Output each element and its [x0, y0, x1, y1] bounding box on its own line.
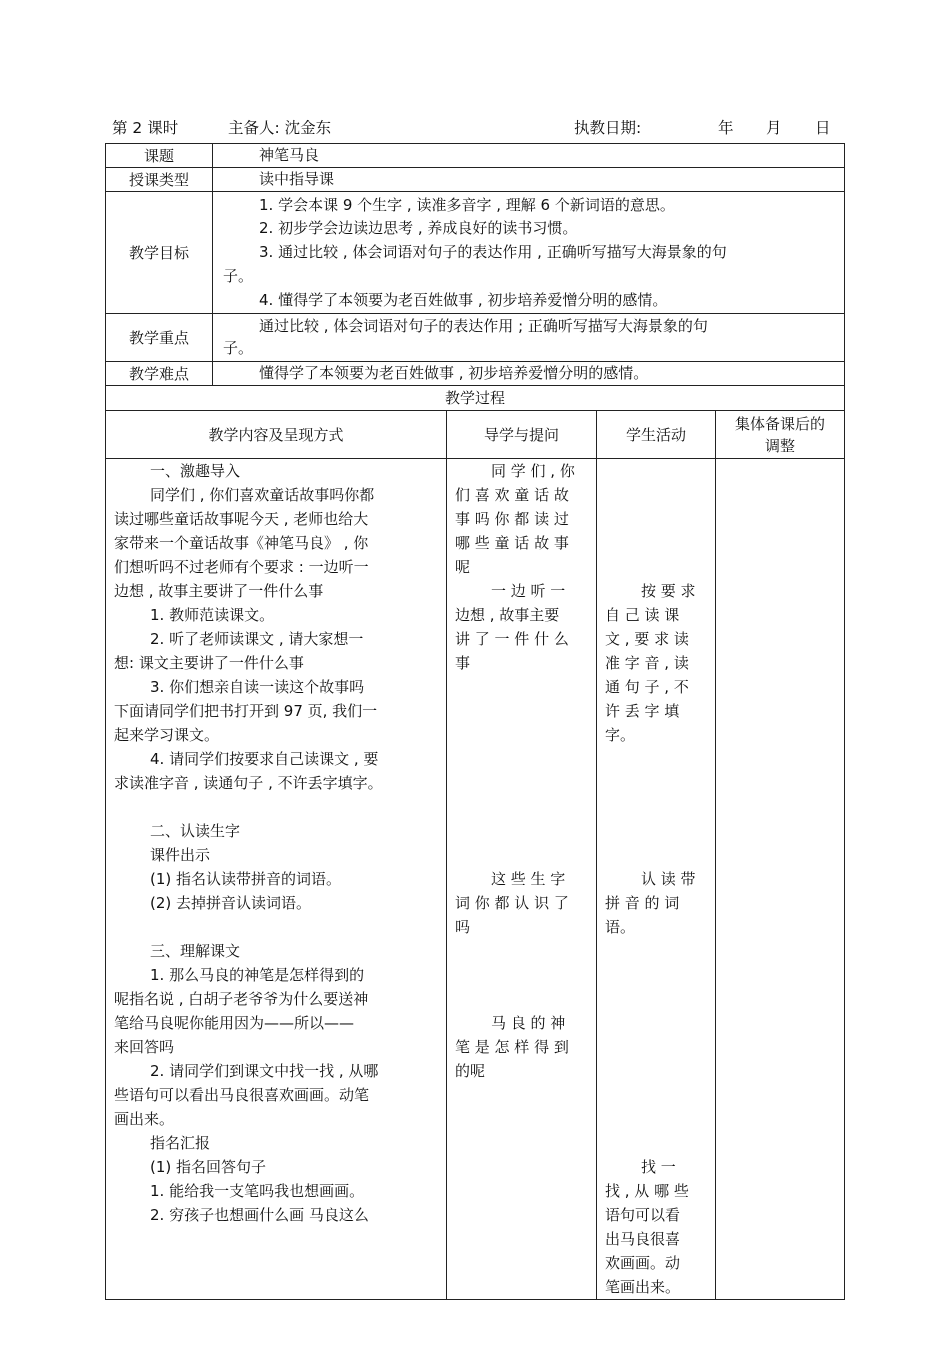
guide-line: 事	[455, 654, 471, 672]
guide-line: 哪 些 童 话 故 事	[455, 534, 569, 552]
activity-line	[605, 843, 707, 867]
content-line	[114, 795, 440, 819]
content-line: 画出来。	[114, 1110, 175, 1128]
activity-line: 按 要 求	[641, 582, 696, 600]
process-header-row	[106, 411, 845, 459]
activity-line: 语句可以看	[605, 1206, 681, 1224]
guide-line	[455, 675, 588, 699]
type-row	[106, 168, 845, 192]
activity-line	[605, 555, 707, 579]
content-line: (1) 指名回答句子	[150, 1158, 267, 1176]
content-line: 三、理解课文	[150, 942, 241, 960]
content-line: 边想 , 故事主要讲了一件什么事	[114, 582, 324, 600]
activity-line: 语。	[605, 918, 636, 936]
activity-line	[605, 747, 707, 771]
content-line: 2. 请同学们到课文中找一找 , 从哪	[150, 1062, 379, 1080]
activity-line	[605, 1107, 707, 1131]
content-line: 下面请同学们把书打开到 97 页, 我们一	[114, 702, 378, 720]
guide-line: 讲 了 一 件 什 么	[455, 630, 569, 648]
preparer: 主备人: 沈金东	[228, 119, 332, 137]
topic-label: 课题	[106, 144, 213, 168]
header-activity: 学生活动	[597, 411, 716, 459]
activity-line	[605, 819, 707, 843]
content-line	[114, 915, 440, 939]
difficulty-value	[213, 362, 845, 386]
guide-line	[455, 843, 588, 867]
activity-line	[605, 1059, 707, 1083]
key-line-2: 子。	[223, 339, 254, 357]
goal-2: 2. 初步学会边读边思考 , 养成良好的读书习惯。	[259, 219, 578, 237]
goal-3: 3. 通过比较 , 体会词语对句子的表达作用 , 正确听写描写大海景象的句	[259, 243, 727, 261]
header-content: 教学内容及呈现方式	[106, 411, 447, 459]
content-line: 同学们 , 你们喜欢童话故事吗你都	[150, 486, 375, 504]
content-line: 来回答吗	[114, 1038, 175, 1056]
content-line: 1. 教师范读课文。	[150, 606, 275, 624]
content-line: 些语句可以看出马良很喜欢画画。动笔	[114, 1086, 370, 1104]
activity-line: 自 己 读 课	[605, 606, 680, 624]
topic-row	[106, 144, 845, 168]
type-label: 授课类型	[106, 168, 213, 192]
content-line: 课件出示	[150, 846, 211, 864]
guide-line	[455, 747, 588, 771]
activity-line	[605, 987, 707, 1011]
guide-line	[455, 963, 588, 987]
content-column	[106, 459, 447, 1300]
activity-line	[605, 483, 707, 507]
content-line: 家带来一个童话故事《神笔马良》 , 你	[114, 534, 369, 552]
content-line: 4. 请同学们按要求自己读课文 , 要	[150, 750, 379, 768]
activity-line: 认 读 带	[641, 870, 696, 888]
header-adjust-text: 集体备课后的调整	[735, 414, 826, 455]
content-line: (1) 指名认读带拼音的词语。	[150, 870, 342, 888]
content-line: 们想听吗不过老师有个要求 : 一边听一	[114, 558, 369, 576]
year-label: 年	[718, 119, 734, 137]
guide-line	[455, 771, 588, 795]
activity-line: 通 句 子 , 不	[605, 678, 689, 696]
difficulty-row	[106, 362, 845, 386]
activity-line: 准 字 音 , 读	[605, 654, 689, 672]
key-row	[106, 314, 845, 362]
key-line-1: 通过比较 , 体会词语对句子的表达作用 ; 正确听写描写大海景象的句	[259, 317, 708, 335]
content-line: 二、认读生字	[150, 822, 241, 840]
activity-line	[605, 963, 707, 987]
month-label: 月	[766, 119, 782, 137]
process-body-row	[106, 459, 845, 1300]
activity-line	[605, 1083, 707, 1107]
activity-line	[605, 459, 707, 483]
day-label: 日	[815, 119, 831, 137]
content-line: (2) 去掉拼音认读词语。	[150, 894, 312, 912]
activity-line	[605, 795, 707, 819]
goals-row	[106, 192, 845, 314]
activity-line	[605, 1035, 707, 1059]
content-line: 呢指名说 , 白胡子老爷爷为什么要送神	[114, 990, 369, 1008]
guide-line: 马 良 的 神	[491, 1014, 566, 1032]
guide-line	[455, 723, 588, 747]
difficulty-text: 懂得学了本领要为老百姓做事 , 初步培养爱憎分明的感情。	[259, 364, 649, 382]
activity-column	[597, 459, 716, 1300]
activity-line	[605, 1011, 707, 1035]
guide-lines	[455, 459, 588, 1083]
goals-content	[213, 192, 845, 314]
goal-4: 4. 懂得学了本领要为老百姓做事 , 初步培养爱憎分明的感情。	[259, 291, 668, 309]
guide-column	[447, 459, 597, 1300]
guide-line: 这 些 生 字	[491, 870, 566, 888]
guide-line: 同 学 们 , 你	[491, 462, 575, 480]
goals-label: 教学目标	[106, 192, 213, 314]
key-label: 教学重点	[106, 314, 213, 362]
header-guide: 导学与提问	[447, 411, 597, 459]
content-line: 1. 能给我一支笔吗我也想画画。	[150, 1182, 365, 1200]
activity-line: 找 , 从 哪 些	[605, 1182, 689, 1200]
activity-line	[605, 771, 707, 795]
adjust-column	[716, 459, 845, 1300]
header-adjust	[716, 411, 845, 459]
activity-line: 找 一	[641, 1158, 676, 1176]
activity-line: 出马良很喜	[605, 1230, 681, 1248]
content-line: 想: 课文主要讲了一件什么事	[114, 654, 304, 672]
lesson-plan-table	[105, 143, 845, 1300]
process-title-row	[106, 386, 845, 411]
activity-line: 文 , 要 求 读	[605, 630, 689, 648]
page-header	[112, 116, 832, 140]
activity-line	[605, 507, 707, 531]
activity-lines	[605, 459, 707, 1299]
activity-line: 欢画画。动	[605, 1254, 681, 1272]
content-line: 指名汇报	[150, 1134, 211, 1152]
guide-line	[455, 939, 588, 963]
content-line: 笔给马良呢你能用因为——所以——	[114, 1014, 355, 1032]
content-line: 2. 穷孩子也想画什么画 马良这么	[150, 1206, 369, 1224]
guide-line: 的呢	[455, 1062, 486, 1080]
difficulty-label: 教学难点	[106, 362, 213, 386]
key-content	[213, 314, 845, 362]
activity-line: 拼 音 的 词	[605, 894, 680, 912]
guide-line: 边想 , 故事主要	[455, 606, 560, 624]
goal-1: 1. 学会本课 9 个生字 , 读准多音字 , 理解 6 个新词语的意思。	[259, 196, 675, 214]
date-label: 执教日期:	[574, 119, 642, 137]
content-line: 1. 那么马良的神笔是怎样得到的	[150, 966, 365, 984]
lesson-number: 第 2 课时	[112, 119, 179, 137]
guide-line	[455, 795, 588, 819]
content-lines	[114, 459, 440, 1227]
guide-line	[455, 819, 588, 843]
goal-3-cont: 子。	[223, 267, 254, 285]
guide-line: 们 喜 欢 童 话 故	[455, 486, 569, 504]
content-line: 求读准字音 , 读通句子 , 不许丢字填字。	[114, 774, 383, 792]
guide-line: 笔 是 怎 样 得 到	[455, 1038, 569, 1056]
activity-line	[605, 531, 707, 555]
type-value: 读中指导课	[213, 168, 845, 192]
activity-line	[605, 939, 707, 963]
content-line: 2. 听了老师读课文 , 请大家想一	[150, 630, 364, 648]
guide-line: 事 吗 你 都 读 过	[455, 510, 569, 528]
content-line: 读过哪些童话故事呢今天 , 老师也给大	[114, 510, 369, 528]
guide-line: 呢	[455, 558, 471, 576]
activity-line: 字。	[605, 726, 636, 744]
activity-line	[605, 1131, 707, 1155]
guide-line	[455, 699, 588, 723]
activity-line: 笔画出来。	[605, 1278, 681, 1296]
process-title: 教学过程	[106, 386, 845, 411]
guide-line: 一 边 听 一	[491, 582, 566, 600]
topic-value: 神笔马良	[213, 144, 845, 168]
content-line: 3. 你们想亲自读一读这个故事吗	[150, 678, 365, 696]
guide-line: 吗	[455, 918, 471, 936]
content-line: 一、激趣导入	[150, 462, 241, 480]
content-line: 起来学习课文。	[114, 726, 220, 744]
guide-line	[455, 987, 588, 1011]
activity-line: 许 丢 字 填	[605, 702, 680, 720]
guide-line: 词 你 都 认 识 了	[455, 894, 569, 912]
